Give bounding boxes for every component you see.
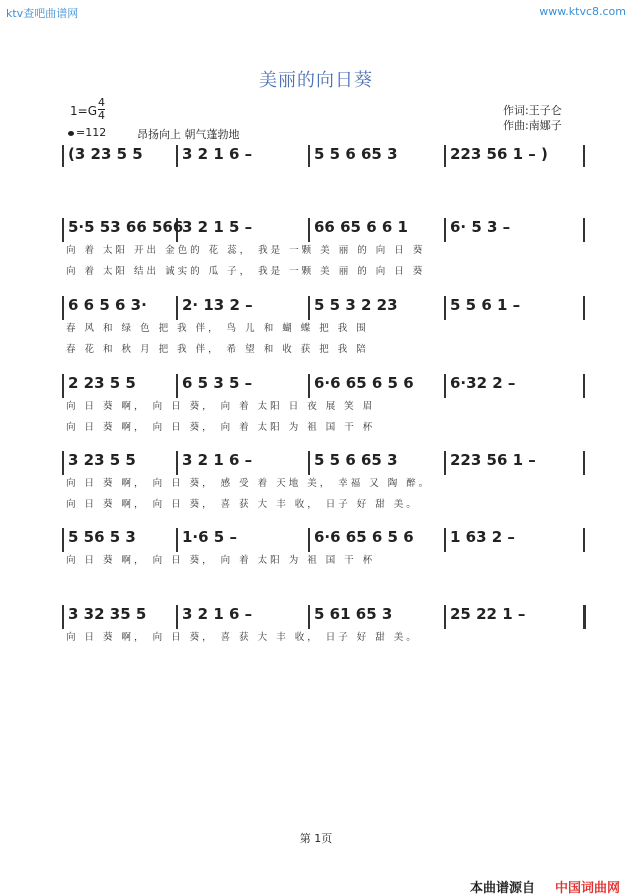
lyricist-credit: 作词:王子仑: [503, 104, 562, 117]
bar-line: [62, 296, 64, 320]
bar-line: [583, 145, 585, 167]
measure: 5·5 53 66 566: [68, 218, 184, 236]
bar-line: [176, 528, 178, 552]
measure: 2· 13 2 –: [182, 296, 253, 314]
score-system: [62, 296, 587, 358]
measure: 5 5 3 2 23: [314, 296, 398, 314]
bar-line: [444, 451, 446, 475]
time-signature-bottom: 4: [98, 109, 105, 122]
measure: 5 5 6 1 –: [450, 296, 521, 314]
measure: 6 6 5 6 3·: [68, 296, 147, 314]
bar-line: [583, 451, 585, 475]
measure: 1 63 2 –: [450, 528, 515, 546]
bar-line: [444, 145, 446, 167]
bar-line: [176, 296, 178, 320]
composer-credit: 作曲:南娜子: [503, 119, 562, 132]
score-system: [62, 451, 587, 513]
measure: 223 56 1 –: [450, 451, 536, 469]
measure: 66 65 6 6 1: [314, 218, 408, 236]
measure: 6·32 2 –: [450, 374, 516, 392]
score-system: [62, 528, 587, 578]
lyric-line: 向 日 葵 啊， 向 日 葵， 向 着 太阳 为 祖 国 干 杯: [66, 422, 376, 433]
bar-line: [444, 605, 446, 629]
measure: 1·6 5 –: [182, 528, 237, 546]
score-system: [62, 145, 587, 167]
bar-line: [583, 218, 585, 242]
measure: 6· 5 3 –: [450, 218, 511, 236]
bar-line: [308, 605, 310, 629]
score-system: [62, 374, 587, 436]
bar-line: [62, 218, 64, 242]
measure: 25 22 1 –: [450, 605, 526, 623]
measure: (3 23 5 5: [68, 145, 143, 163]
lyric-line: 向 着 太阳 开出 金色的 花 蕊， 我是 一颗 美 丽 的 向 日 葵: [66, 245, 426, 256]
lyric-line: 春 风 和 绿 色 把 我 伴， 鸟 儿 和 蝴 蝶 把 我 围: [66, 323, 369, 334]
lyric-line: 向 日 葵 啊， 向 日 葵， 向 着 太阳 日 夜 展 笑 眉: [66, 401, 376, 412]
measure: 223 56 1 – ): [450, 145, 548, 163]
lyric-line: 向 日 葵 啊， 向 日 葵， 喜 获 大 丰 收， 日子 好 甜 美。: [66, 499, 419, 510]
bar-line: [62, 374, 64, 398]
bar-line: [308, 296, 310, 320]
watermark-left: ktv查吧曲谱网: [6, 7, 79, 20]
lyric-line: 向 日 葵 啊， 向 日 葵， 喜 获 大 丰 收， 日子 好 甜 美。: [66, 632, 419, 643]
bar-line: [308, 374, 310, 398]
expression-marking: 昂扬向上 朝气蓬勃地: [137, 128, 240, 141]
score-system: [62, 605, 587, 655]
bar-line: [176, 145, 178, 167]
lyric-line: 向 着 太阳 结出 诚实的 瓜 子， 我是 一颗 美 丽 的 向 日 葵: [66, 266, 426, 277]
measure: 6·6 65 6 5 6: [314, 374, 414, 392]
measure: 3 2 1 6 –: [182, 145, 253, 163]
bar-line: [583, 374, 585, 398]
bar-line: [583, 605, 586, 629]
quarter-note-icon: [68, 131, 74, 136]
lyric-line: 向 日 葵 啊， 向 日 葵， 向 着 太阳 为 祖 国 干 杯: [66, 555, 376, 566]
bar-line: [308, 528, 310, 552]
time-signature-top: 4: [98, 96, 105, 109]
lyric-line: 春 花 和 秋 月 把 我 伴， 希 望 和 收 获 把 我 陪: [66, 344, 369, 355]
measure: 5 56 5 3: [68, 528, 136, 546]
brand-right: 中国词曲网: [555, 881, 621, 896]
measure: 3 23 5 5: [68, 451, 136, 469]
brand-left: 本曲谱源自: [470, 881, 536, 896]
measure: 3 32 35 5: [68, 605, 147, 623]
tempo-marking: =112: [68, 126, 106, 139]
score-system: [62, 218, 587, 280]
measure: 5 61 65 3: [314, 605, 393, 623]
bar-line: [308, 218, 310, 242]
bar-line: [583, 296, 585, 320]
bar-line: [176, 374, 178, 398]
key-signature: 1=G: [70, 104, 97, 118]
measure: 5 5 6 65 3: [314, 451, 398, 469]
song-title: 美丽的向日葵: [259, 70, 373, 91]
bar-line: [444, 296, 446, 320]
measure: 6·6 65 6 5 6: [314, 528, 414, 546]
bar-line: [583, 528, 585, 552]
bar-line: [62, 145, 64, 167]
measure: 3 2 1 5 –: [182, 218, 253, 236]
bar-line: [308, 451, 310, 475]
bar-line: [176, 605, 178, 629]
measure: 5 5 6 65 3: [314, 145, 398, 163]
page-number: 第 1页: [299, 832, 333, 845]
bar-line: [444, 218, 446, 242]
bar-line: [62, 528, 64, 552]
time-signature: [98, 97, 105, 122]
measure: 2 23 5 5: [68, 374, 136, 392]
measure: 3 2 1 6 –: [182, 605, 253, 623]
bar-line: [62, 451, 64, 475]
bar-line: [308, 145, 310, 167]
lyric-line: 向 日 葵 啊， 向 日 葵， 感 受 着 天地 美， 幸福 又 陶 醉。: [66, 478, 432, 489]
measure: 3 2 1 6 –: [182, 451, 253, 469]
bar-line: [176, 451, 178, 475]
measure: 6 5 3 5 –: [182, 374, 253, 392]
bar-line: [62, 605, 64, 629]
bar-line: [444, 374, 446, 398]
bar-line: [444, 528, 446, 552]
watermark-right: www.ktvc8.com: [539, 5, 626, 18]
